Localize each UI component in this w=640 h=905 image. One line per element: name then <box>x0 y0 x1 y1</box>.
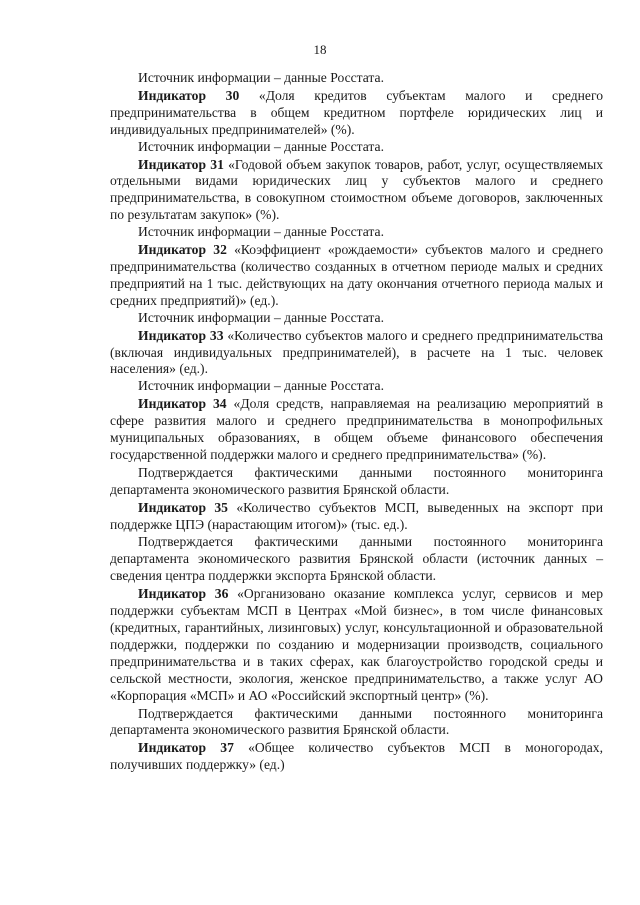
indicator-label: Индикатор 32 <box>138 242 227 258</box>
indicator-text: «Количество субъектов МСП, выведенных на экспорт при поддержке ЦПЭ (нарастающим итогом)» (тыс. ед.). <box>110 499 603 532</box>
indicator-37 <box>110 740 603 774</box>
indicator-label: Индикатор 31 <box>138 156 224 172</box>
source-text: Источник информации – данные Росстата. <box>138 138 384 154</box>
indicator-text: «Коэффициент «рождаемости» субъектов малого и среднего предпринимательства (количество созданных в отчетном периоде малых и средних предприятий на 1 тыс. действующих на дату окончания отчетного периода малых и средних предприятий)» (ед.). <box>110 242 603 308</box>
document-body <box>110 70 603 774</box>
source-note <box>110 706 603 740</box>
source-note <box>110 70 603 87</box>
page-number: 18 <box>313 42 327 57</box>
indicator-35 <box>110 500 603 534</box>
indicator-34 <box>110 396 603 464</box>
indicator-label: Индикатор 30 <box>138 87 240 103</box>
source-text: Подтверждается фактическими данными постоянного мониторинга департамента экономического развития Брянской области (источник данных – сведения центра поддержки экспорта Брянской области. <box>110 534 603 584</box>
indicator-label: Индикатор 35 <box>138 499 228 515</box>
indicator-label: Индикатор 36 <box>138 586 229 602</box>
indicator-label: Индикатор 37 <box>138 740 234 756</box>
source-note <box>110 465 603 499</box>
source-note <box>110 310 603 327</box>
source-note <box>110 224 603 241</box>
source-text: Подтверждается фактическими данными постоянного мониторинга департамента экономического развития Брянской области. <box>110 464 603 497</box>
indicator-31 <box>110 157 603 225</box>
indicator-text: «Доля кредитов субъектам малого и среднего предпринимательства в общем кредитном портфеле юридических лиц и индивидуальных предпринимателей» (%). <box>110 87 603 137</box>
source-text: Подтверждается фактическими данными постоянного мониторинга департамента экономического развития Брянской области. <box>110 705 603 738</box>
indicator-text: «Годовой объем закупок товаров, работ, услуг, осуществляемых отдельными видами юридических лиц у субъектов малого и среднего предпринимательства, в совокупном стоимостном объеме договоров, заключенных по результатам закупок» (%). <box>110 156 603 223</box>
indicator-label: Индикатор 33 <box>138 327 224 343</box>
indicator-33 <box>110 328 603 379</box>
source-text: Источник информации – данные Росстата. <box>138 70 384 85</box>
source-note <box>110 534 603 585</box>
source-note <box>110 139 603 156</box>
indicator-text: «Доля средств, направляемая на реализацию мероприятий в сфере развития малого и среднего предпринимательства в монопрофильных муниципальных образованиях, в общем объеме финансового обеспечения государственной поддержки малого и среднего предпринимательства» (%). <box>110 396 603 462</box>
indicator-30 <box>110 88 603 139</box>
indicator-32 <box>110 242 603 310</box>
indicator-text: «Общее количество субъектов МСП в моногородах, получивших поддержку» (ед.) <box>110 740 603 773</box>
indicator-text: «Организовано оказание комплекса услуг, сервисов и мер поддержки субъектам МСП в Центрах «Мой бизнес», в том числе финансовых (кредитных, гарантийных, лизинговых) услуг, консультационной и образовательной поддержки, поддержки по созданию и модернизации производств, социального предпринимательства и в таких сферах, как благоустройство городской среды и сельской местности, экология, женское предпринимательство, а также услуг АО «Корпорация «МСП» и АО «Российский экспортный центр» (%). <box>110 586 603 703</box>
indicator-text: «Количество субъектов малого и среднего предпринимательства (включая индивидуальных предпринимателей), в расчете на 1 тыс. человек населения» (ед.). <box>110 327 603 377</box>
source-note <box>110 378 603 395</box>
source-text: Источник информации – данные Росстата. <box>138 378 384 394</box>
source-text: Источник информации – данные Росстата. <box>138 309 384 325</box>
source-text: Источник информации – данные Росстата. <box>138 224 384 240</box>
indicator-36 <box>110 586 603 704</box>
indicator-label: Индикатор 34 <box>138 396 227 412</box>
